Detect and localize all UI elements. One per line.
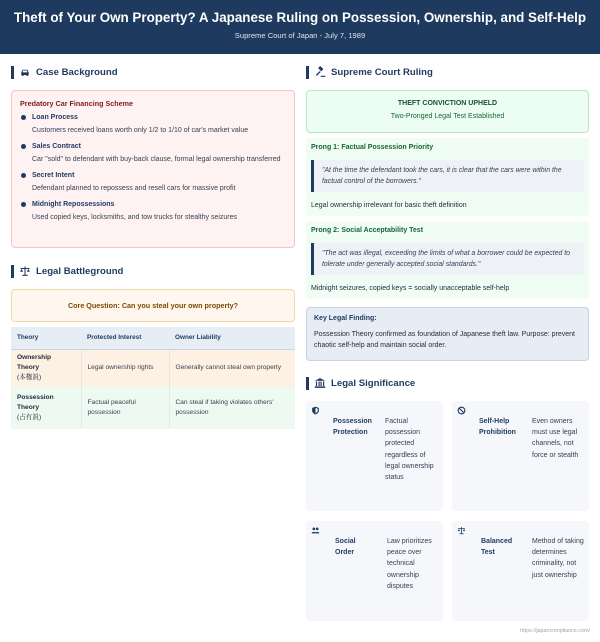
list-item-title: Secret Intent: [32, 172, 75, 179]
card-text: Law prioritizes peace over technical ownership disputes: [387, 538, 432, 590]
users-icon: [311, 526, 320, 535]
section-bar: [11, 66, 14, 79]
list-item-title: Loan Process: [32, 114, 78, 121]
section-bar: [306, 377, 309, 390]
list-item-title: Midnight Repossessions: [32, 201, 115, 208]
theory-name-jp: (占有説): [17, 414, 42, 421]
theory-name: Possession Theory: [17, 394, 54, 411]
case-background-box-title: Predatory Car Financing Scheme: [20, 99, 134, 108]
footer-url[interactable]: https://japancompliance.com/: [520, 628, 590, 634]
significance-heading: [306, 365, 589, 401]
interest-cell: Legal ownership rights: [81, 349, 169, 387]
liability-cell: Can steal if taking violates others' possession: [169, 387, 295, 429]
list-item-text: Used copied keys, locksmiths, and tow trucks for stealthy seizures: [32, 214, 238, 221]
page-title: Theft of Your Own Property? A Japanese Ruling on Possession, Ownership, and Self-Help: [13, 10, 587, 25]
column-header: Protected Interest: [81, 327, 169, 349]
bullet-dot: [21, 144, 26, 149]
theory-name-jp: (本権説): [17, 374, 42, 382]
card-title: Social Order: [335, 538, 356, 556]
battleground-title: Legal Battleground: [36, 265, 124, 277]
prong-quote: "At the time the defendant took the cars, it is clear that the cars were within the factual control of the borrowers.": [311, 160, 584, 192]
significance-card: [306, 521, 443, 621]
significance-grid: [306, 401, 589, 621]
case-background-heading: [11, 54, 295, 90]
verdict-box: [306, 90, 589, 133]
table-row: [11, 387, 295, 429]
card-text: Even owners must use legal channels, not force or stealth: [532, 418, 579, 459]
list-item: [20, 171, 286, 194]
shield-icon: [311, 406, 320, 415]
bullet-dot: [21, 173, 26, 178]
bullet-dot: [21, 115, 26, 120]
prong-title: Prong 2: Social Acceptability Test: [311, 227, 424, 234]
list-item-text: Defendant planned to repossess and resell cars for massive profit: [32, 185, 236, 192]
prong-title: Prong 1: Factual Possession Priority: [311, 144, 434, 151]
table-header-row: [11, 327, 295, 349]
column-header: Theory: [11, 327, 81, 349]
column-header: Owner Liability: [169, 327, 295, 349]
scale-icon: [19, 265, 31, 277]
list-item: [20, 200, 286, 223]
list-item: [20, 113, 286, 136]
key-finding-text: Possession Theory confirmed as foundation of Japanese theft law. Purpose: prevent chaotic self-help and maintain social order.: [314, 331, 575, 349]
prong-1: [306, 138, 589, 216]
theory-name: Ownership Theory: [17, 354, 52, 372]
section-bar: [11, 265, 14, 278]
page-header: [0, 0, 600, 54]
list-item-title: Sales Contract: [32, 143, 82, 150]
interest-cell: Factual peaceful possession: [81, 387, 169, 429]
verdict-subtitle: Two-Pronged Legal Test Established: [390, 113, 505, 120]
prohibited-icon: [457, 406, 466, 415]
theory-comparison-table: [11, 327, 295, 429]
theory-cell: [11, 349, 81, 387]
significance-card: [452, 521, 589, 621]
liability-cell: Generally cannot steal own property: [169, 349, 295, 387]
card-text: Factual possession protected regardless of legal ownership status: [385, 418, 434, 482]
list-item: [20, 142, 286, 165]
page-subtitle: Supreme Court of Japan - July 7, 1989: [234, 31, 366, 40]
prong-quote: "The act was illegal, exceeding the limits of what a borrower could be expected to tolerate under generally accepted social standards.": [311, 243, 584, 275]
significance-card: [306, 401, 443, 511]
key-finding-box: [306, 307, 589, 361]
prong-note: Legal ownership irrelevant for basic theft definition: [311, 202, 467, 209]
list-item-text: Car "sold" to defendant with buy-back clause, formal legal ownership transferred: [32, 156, 281, 163]
key-finding-title: Key Legal Finding:: [314, 315, 377, 322]
left-column: [11, 54, 295, 429]
card-title: Possession Protection: [333, 418, 372, 436]
table-row: [11, 349, 295, 387]
core-question-text: Core Question: Can you steal your own property?: [67, 301, 239, 310]
car-icon: [19, 66, 31, 78]
ruling-heading: [306, 54, 589, 90]
case-background-box: [11, 90, 295, 248]
theory-cell: [11, 387, 81, 429]
scale-icon: [457, 526, 466, 535]
battleground-heading: [11, 253, 295, 289]
bullet-dot: [21, 202, 26, 207]
list-item-text: Customers received loans worth only 1/2 to 1/10 of car's market value: [32, 127, 249, 134]
core-question-box: [11, 289, 295, 322]
significance-title: Legal Significance: [331, 377, 416, 389]
card-text: Method of taking determines criminality, not just ownership: [532, 538, 584, 579]
gavel-icon: [314, 66, 326, 78]
prong-2: [306, 221, 589, 299]
significance-card: [452, 401, 589, 511]
ruling-title: Supreme Court Ruling: [331, 66, 433, 78]
card-title: Self-Help Prohibition: [479, 418, 516, 436]
section-bar: [306, 66, 309, 79]
card-title: Balanced Test: [481, 538, 513, 556]
right-column: [306, 54, 589, 621]
case-background-title: Case Background: [36, 66, 118, 78]
institution-icon: [314, 377, 326, 389]
verdict-title: THEFT CONVICTION UPHELD: [397, 100, 498, 107]
prong-note: Midnight seizures, copied keys = socially unacceptable self-help: [311, 285, 510, 292]
